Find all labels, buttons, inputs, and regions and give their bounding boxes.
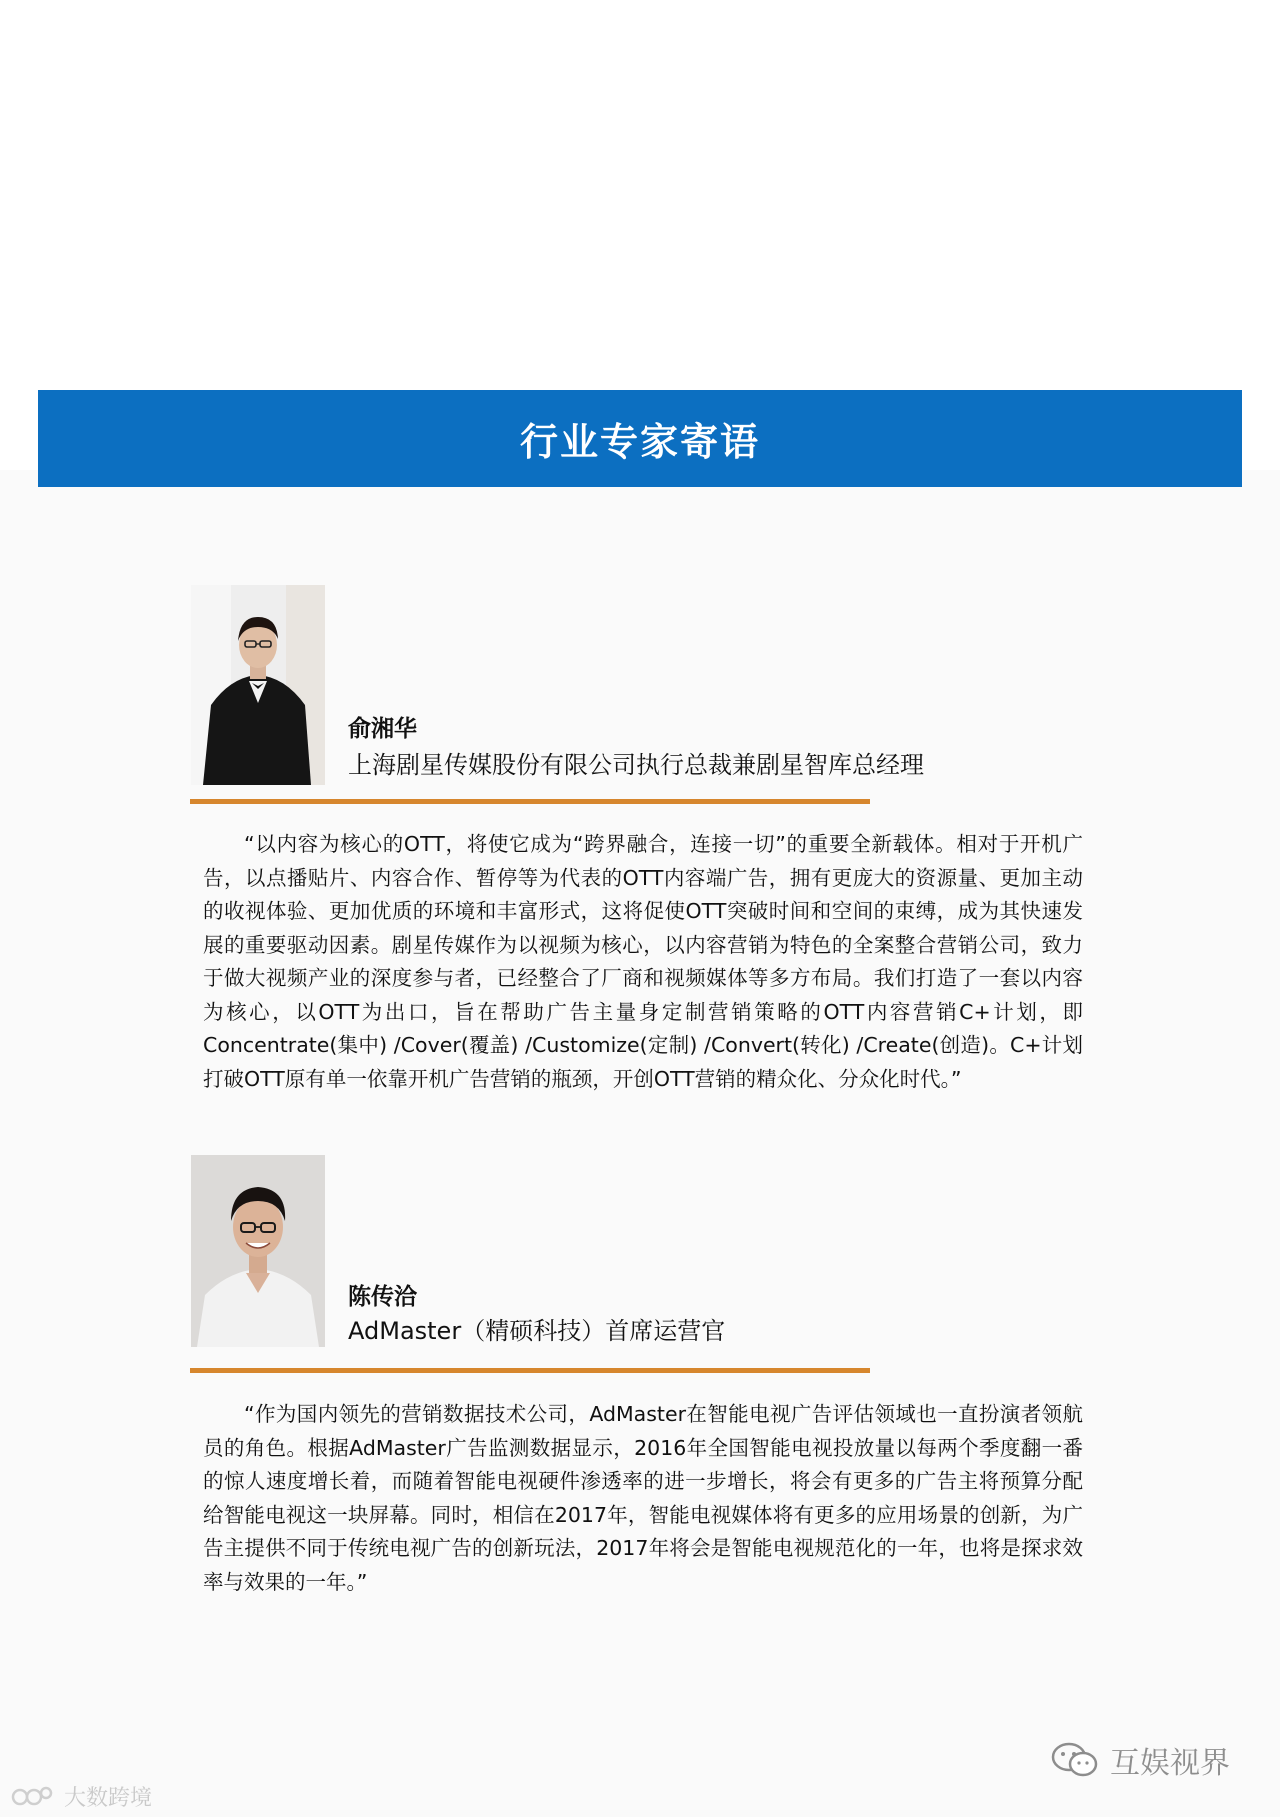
watermark-left <box>10 1780 152 1812</box>
expert-2-portrait <box>191 1155 325 1347</box>
expert-2-name: 陈传洽 <box>348 1284 417 1310</box>
watermark-left-text: 大数跨境 <box>64 1785 153 1811</box>
expert-1-quote: “以内容为核心的OTT，将使它成为“跨界融合，连接一切”的重要全新载体。相对于开机广告，以点播贴片、内容合作、暂停等为代表的OTT内容端广告，拥有更庞大的资源量、更加主动的收视体验、更加优质的环境和丰富形式，这将促使OTT突破时间和空间的束缚，成为其快速发展的重要驱动因素。剧星传媒作为以视频为核心，以内容营销为特色的全案整合营销公司，致力于做大视频产业的深度参与者，已经整合了厂商和视频媒体等多方布局。我们打造了一套以内容为核心，以OTT为出口，旨在帮助广告主量身定制营销策略的OTT内容营销C+计划，即Concentrate(集中) /Cover(覆盖) /Customize(定制) /Convert(转化) /Create(创造)。C+计划打破OTT原有单一依靠开机广告营销的瓶颈，开创OTT营销的精众化、分众化时代。” <box>203 832 1083 1091</box>
expert-2-quote: “作为国内领先的营销数据技术公司，AdMaster在智能电视广告评估领域也一直扮演者领航员的角色。根据AdMaster广告监测数据显示，2016年全国智能电视投放量以每两个季度翻一番的惊人速度增长着，而随着智能电视硬件渗透率的进一步增长，将会有更多的广告主将预算分配给智能电视这一块屏幕。同时，相信在2017年，智能电视媒体将有更多的应用场景的创新，为广告主提供不同于传统电视广告的创新玩法，2017年将会是智能电视规范化的一年，也将是探求效率与效果的一年。” <box>203 1402 1083 1594</box>
watermark-right <box>1050 1740 1230 1780</box>
expert-1-title: 上海剧星传媒股份有限公司执行总裁兼剧星智库总经理 <box>348 751 924 779</box>
expert-2-title: AdMaster（精硕科技）首席运营官 <box>348 1317 726 1345</box>
portrait-photo-icon <box>191 585 325 785</box>
wechat-icon <box>1050 1741 1102 1779</box>
portrait-photo-icon <box>191 1155 325 1347</box>
expert-2-divider <box>190 1368 870 1373</box>
wechat-logo-icon <box>10 1783 56 1809</box>
expert-1-divider <box>190 799 870 804</box>
expert-1-portrait <box>191 585 325 785</box>
section-header-banner <box>38 390 1242 487</box>
watermark-right-text: 互娱视界 <box>1110 1746 1230 1781</box>
page-title: 行业专家寄语 <box>519 420 760 464</box>
expert-1-name: 俞湘华 <box>348 716 417 742</box>
